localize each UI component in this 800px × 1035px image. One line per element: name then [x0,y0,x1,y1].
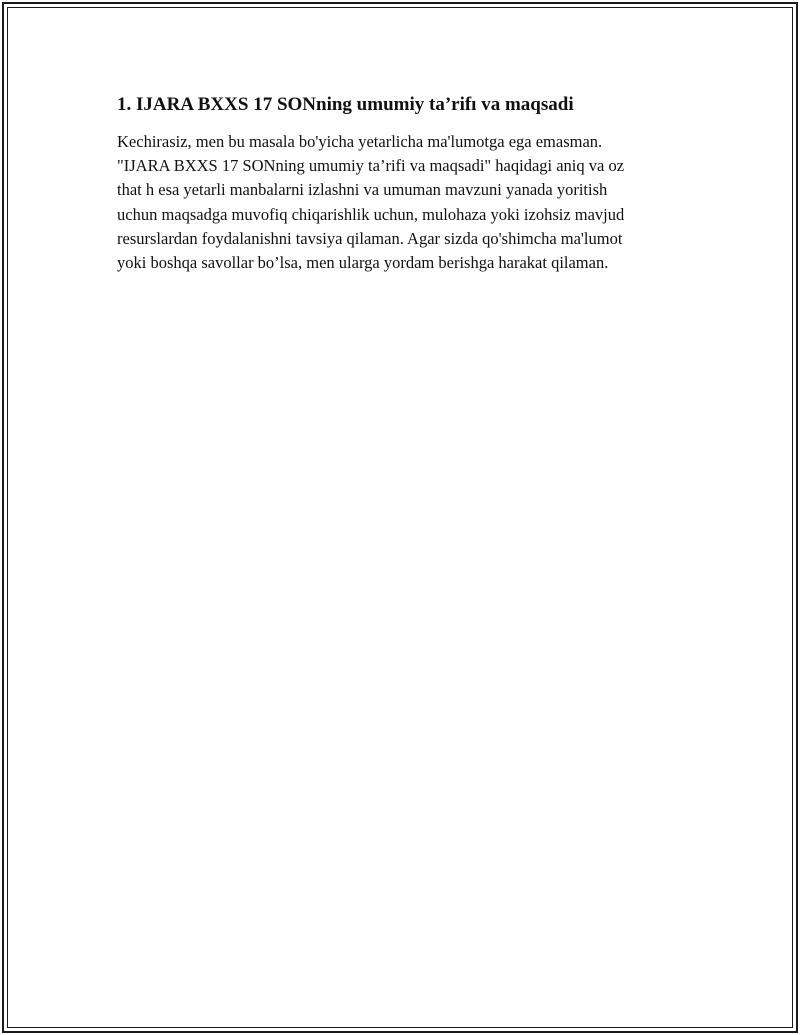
body-paragraph [117,130,687,275]
document-content [117,92,687,275]
section-heading: 1. IJARA BXXS 17 SONning umumiy ta’rifı va maqsadi [117,94,574,115]
paragraph-line: resurslardan foydalanishni tavsiya qilaman. Agar sizda qo'shimcha ma'lumot [117,228,623,248]
paragraph-line: "IJARA BXXS 17 SONning umumiy ta’rifi va maqsadi" haqidagi aniq va oz [117,156,625,176]
paragraph-line: Kechirasiz, men bu masala bo'yicha yetarlicha ma'lumotga ega emasman. [117,132,603,151]
paragraph-line: uchun maqsadga muvofiq chiqarishlik uchun, mulohaza yoki izohsiz mavjud [117,204,625,224]
paragraph-line: yoki boshqa savollar bo’lsa, men ularga yordam berishga harakat qilaman. [117,253,609,273]
paragraph-line: that h esa yetarli manbalarni izlashni va umuman mavzuni yanada yoritish [117,180,608,200]
